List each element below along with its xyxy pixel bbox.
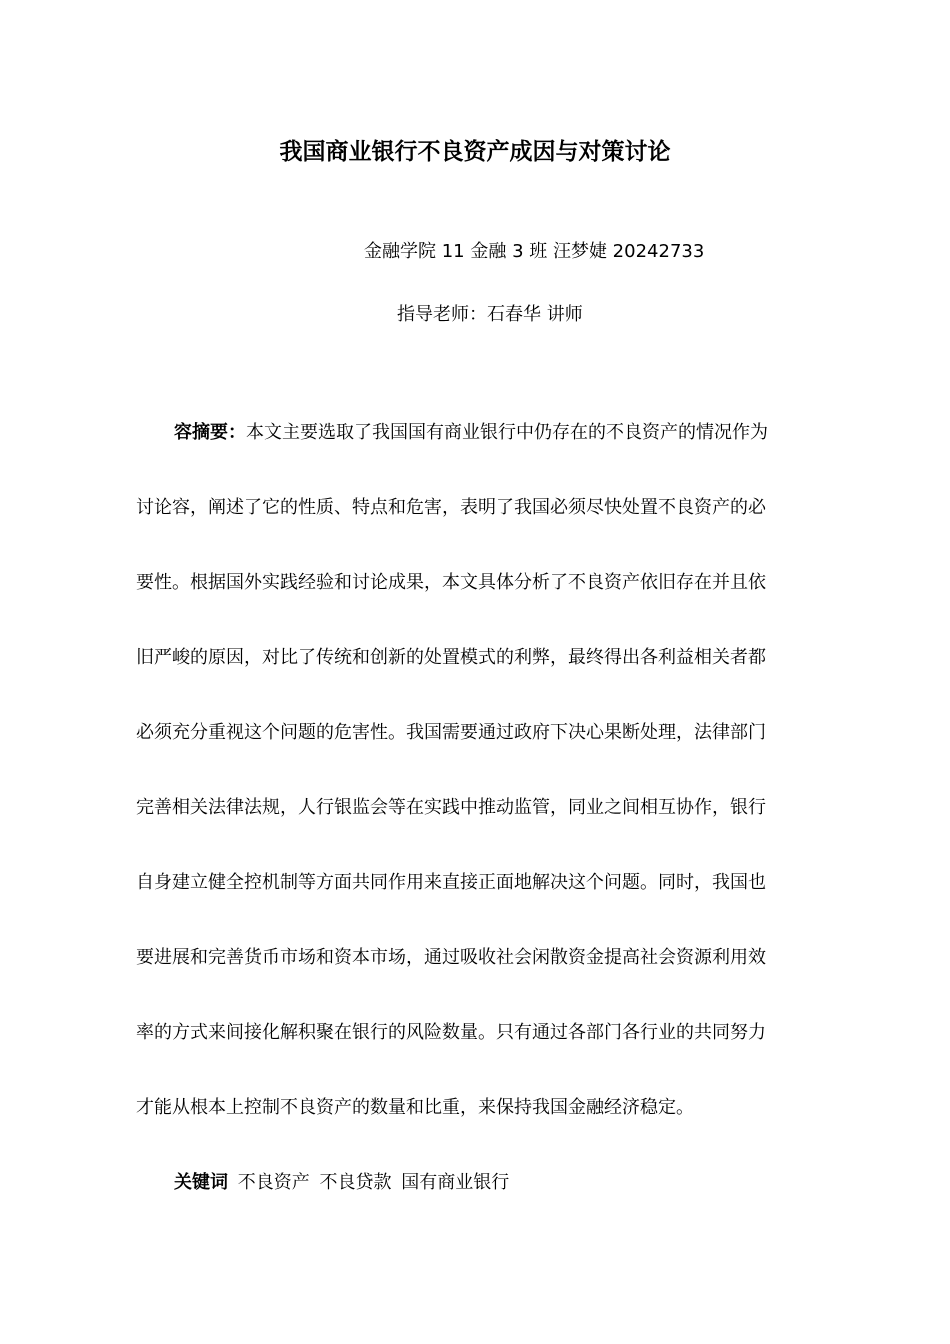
abstract-line: 自身建立健全控机制等方面共同作用来直接正面地解决这个问题。同时，我国也: [136, 872, 766, 893]
abstract-line: 率的方式来间接化解积聚在银行的风险数量。只有通过各部门各行业的共同努力: [136, 1022, 766, 1043]
abstract-line: 必须充分重视这个问题的危害性。我国需要通过政府下决心果断处理，法律部门: [136, 722, 766, 743]
advisor-line: 指导老师：石春华 讲师: [397, 304, 583, 325]
page-title: 我国商业银行不良资产成因与对策讨论: [279, 139, 671, 165]
keyword-item: 国有商业银行: [401, 1172, 510, 1193]
abstract-label: 容摘要：: [174, 422, 246, 443]
abstract-line: 完善相关法律法规，人行银监会等在实践中推动监管，同业之间相互协作，银行: [136, 797, 766, 818]
abstract-text: 本文主要选取了我国国有商业银行中仍存在的不良资产的情况作为: [246, 422, 768, 443]
keywords-label: 关键词: [174, 1172, 228, 1193]
abstract-line: 才能从根本上控制不良资产的数量和比重，来保持我国金融经济稳定。: [136, 1097, 694, 1118]
keyword-item: 不良资产: [237, 1172, 310, 1193]
abstract-line: 讨论容，阐述了它的性质、特点和危害，表明了我国必须尽快处置不良资产的必: [136, 497, 766, 518]
keyword-item: 不良贷款: [319, 1172, 392, 1193]
keywords-section: [174, 1169, 509, 1197]
abstract-line: 旧严峻的原因，对比了传统和创新的处置模式的利弊，最终得出各利益相关者都: [136, 647, 766, 668]
abstract-line: 要进展和完善货币市场和资本市场，通过吸收社会闲散资金提高社会资源利用效: [136, 947, 766, 968]
author-byline: 金融学院 11 金融 3 班 汪梦婕 20242733: [364, 241, 705, 262]
abstract-line: [136, 395, 816, 470]
abstract-section: [136, 395, 816, 1145]
abstract-line: 要性。根据国外实践经验和讨论成果，本文具体分析了不良资产依旧存在并且依: [136, 572, 766, 593]
